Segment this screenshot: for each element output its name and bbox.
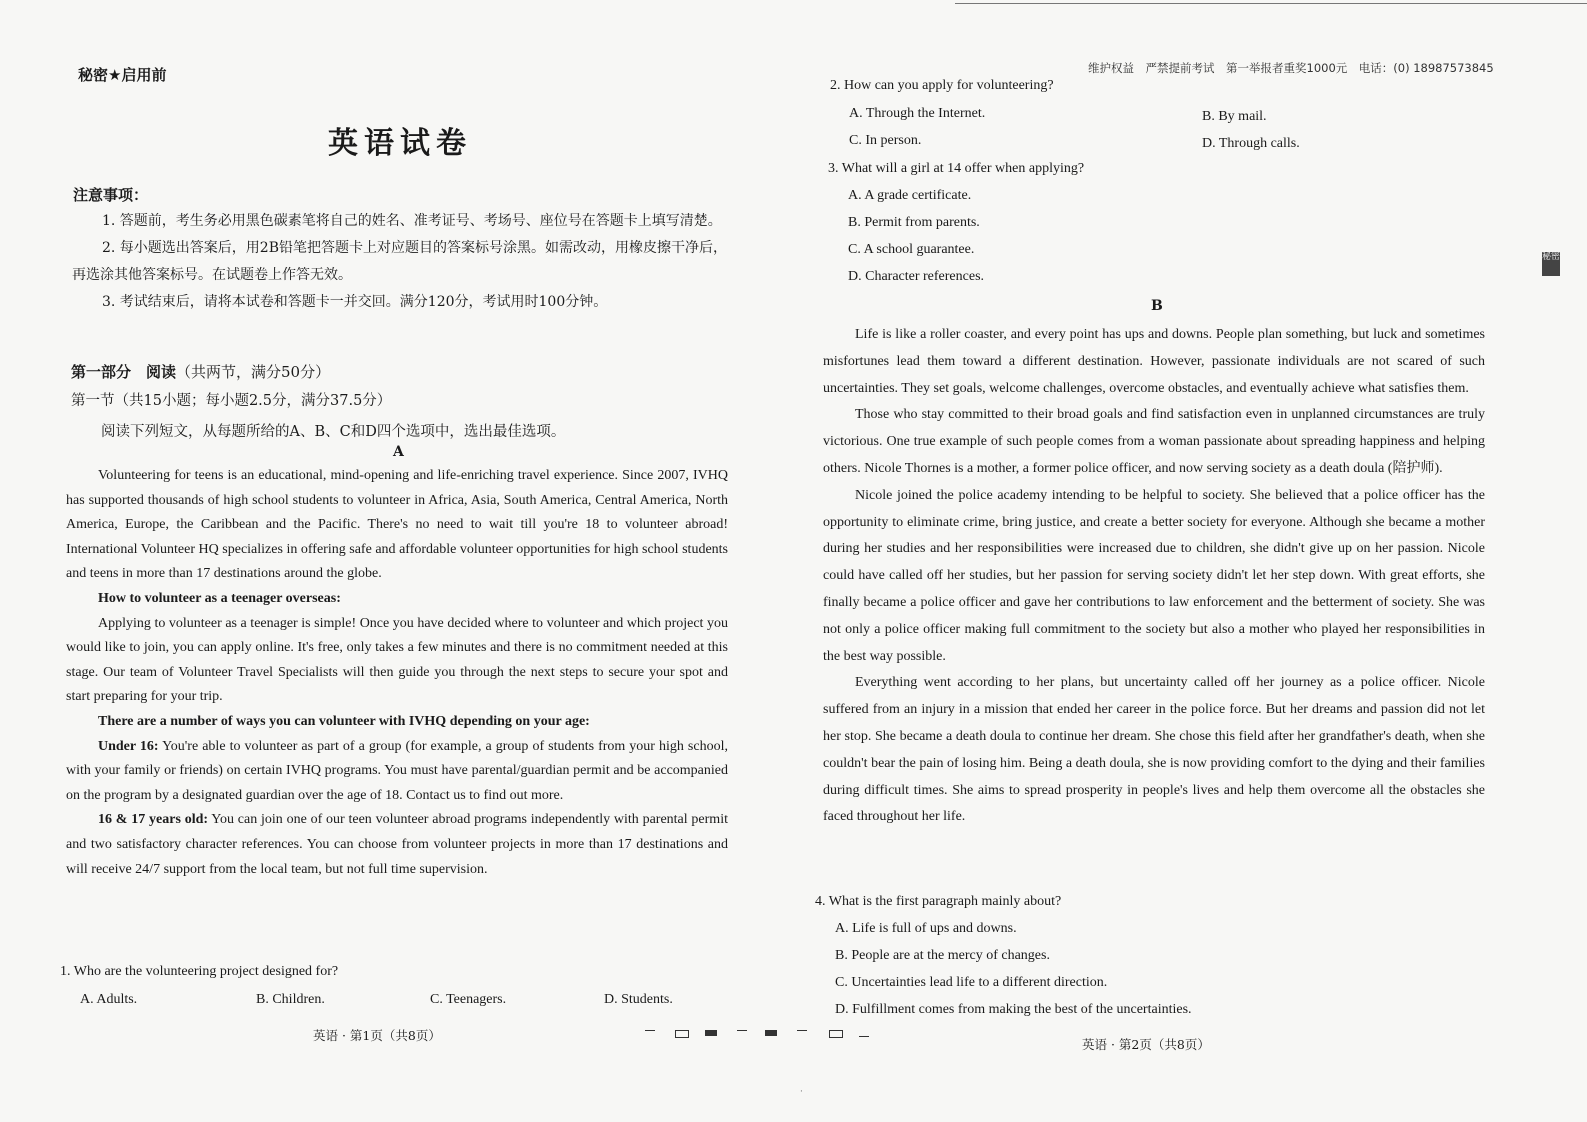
passage-paragraph: Everything went according to her plans, but uncertainty called off her journey as a police officer. Nicole suffered from an injury in a mission that ended her career in the police force. But her dreams and passion did not let her stop. She became a death doula to continue her dream. She chose this field after her grandfather's death, when she couldn't bear the pain of losing him. Being a death doula, she is now providing comfort to the dying and their families during difficult times. She aims to spread prosperity in people's lives and help them overcome all the obstacles she faced throughout her life. [823, 675, 1485, 825]
option-c: C. Uncertainties lead life to a different direction. [835, 975, 1108, 990]
passage-paragraph: Life is like a roller coaster, and every point has ups and downs. People plan something, but luck and sometimes misfortunes lead them toward a different destination. However, passionate individuals are not scared of such uncertainties. They set goals, welcome challenges, overcome obstacles, and eventually achieve what satisfies them. [823, 327, 1485, 396]
option-a: A. Through the Internet. [849, 106, 986, 121]
passage-a [66, 464, 728, 882]
option-b: B. Permit from parents. [848, 215, 980, 230]
question-4 [815, 894, 1475, 1024]
note-item: 2. 每小题选出答案后，用2B铅笔把答题卡上对应题目的答案标号涂黑。如需改动，用橡皮擦干净后，再选涂其他答案标号。在试题卷上作答无效。 [72, 240, 728, 283]
paragraph-lead: 16 & 17 years old: [98, 812, 209, 828]
top-border-line [955, 3, 1587, 4]
mark [765, 1030, 777, 1036]
option-b: B. People are at the mercy of changes. [835, 948, 1050, 963]
mark [675, 1030, 689, 1038]
option-b: B. By mail. [1202, 109, 1267, 124]
section-heading: 第一节（共15小题；每小题2.5分，满分37.5分） [71, 393, 392, 409]
passage-paragraph [66, 735, 728, 809]
question-4-text: 4. What is the first paragraph mainly about? [815, 894, 1062, 909]
page-header-right: 维护权益 严禁提前考试 第一举报者重奖1000元 电话：(0) 18987573845 [1088, 61, 1494, 75]
note-item: 3. 考试结束后，请将本试卷和答题卡一并交回。满分120分，考试用时100分钟。 [102, 294, 608, 310]
mark [737, 1030, 747, 1037]
option-d: D. Through calls. [1202, 136, 1300, 151]
notes-list [72, 208, 732, 316]
option-c: C. Teenagers. [430, 992, 507, 1007]
side-tab: 秘密 [1542, 252, 1560, 276]
part-heading [71, 361, 330, 382]
passage-paragraph: Nicole joined the police academy intending to be helpful to society. She believed that a police officer has the opportunity to eliminate crime, bring justice, and create a better society for everyone. Although she became a mother during her studies and her responsibilities were increased due to children, she didn't give up on her passion. Nicole could have called off her studies, but her passion for serving society didn't let her step down. With great efforts, she finally became a police officer and gave her contributions to law enforcement and the betterment of society. She was not only a police officer making full commitment to the society but also a mother who played her responsibilities in the best way possible. [823, 487, 1485, 664]
option-d: D. Fulfillment comes from making the best of the uncertainties. [835, 1002, 1192, 1017]
left-page [0, 0, 790, 1122]
part-title: 第一部分 阅读 [71, 363, 177, 381]
passage-subheading: There are a number of ways you can volunteer with IVHQ depending on your age: [98, 713, 590, 729]
passage-paragraph [66, 808, 728, 882]
passage-subheading: How to volunteer as a teenager overseas: [98, 590, 341, 606]
paragraph-body: You can join one of our teen volunteer abroad programs independently with parental permit and two satisfactory character references. You can choose from volunteer projects in more than 17 destinations and will receive 24/7 support from the local team, but not full time supervision. [66, 812, 728, 877]
scan-speck: · [800, 1087, 803, 1097]
option-a: A. Adults. [80, 992, 138, 1007]
question-1: 1. Who are the volunteering project designed for? [60, 964, 339, 979]
option-c: C. In person. [849, 133, 922, 148]
mark [797, 1030, 807, 1037]
paragraph-lead: Under 16: [98, 738, 159, 754]
page-footer-left: 英语 · 第1页（共8页） [313, 1028, 441, 1043]
passage-label-a: A [393, 444, 404, 460]
mark [705, 1030, 717, 1036]
question-2-text: 2. How can you apply for volunteering? [830, 78, 1054, 93]
instruction-text: 阅读下列短文，从每题所给的A、B、C和D四个选项中，选出最佳选项。 [101, 424, 566, 440]
question-3 [828, 161, 1488, 291]
option-b: B. Children. [256, 992, 325, 1007]
passage-paragraph: Applying to volunteer as a teenager is simple! Once you have decided where to volunteer and which project you would like to join, you can apply online. It's free, only takes a few minutes and there is no commitment needed at this stage. Our team of Volunteer Travel Specialists will then guide you through the next steps to secure your spot and start preparing for your trip. [66, 615, 728, 705]
question-2 [830, 78, 1490, 158]
confidential-label: 秘密★启用前 [78, 66, 167, 84]
page-title: 英语试卷 [328, 126, 472, 161]
notes-heading: 注意事项： [73, 186, 149, 204]
mark [859, 1030, 869, 1037]
option-d: D. Character references. [848, 269, 985, 284]
mark [829, 1030, 843, 1038]
option-c: C. A school guarantee. [848, 242, 975, 257]
option-a: A. A grade certificate. [848, 188, 972, 203]
mark [645, 1030, 655, 1037]
passage-b [823, 322, 1485, 831]
page-footer-right: 英语 · 第2页（共8页） [1082, 1037, 1210, 1052]
passage-paragraph: Volunteering for teens is an educational, mind-opening and life-enriching travel experience. Since 2007, IVHQ has supported thousands of high school students to volunteer in Africa, Asia, South America, Central America, North America, Europe, the Caribbean and the Pacific. There's no need to wait till you're 18 to volunteer abroad! International Volunteer HQ specializes in offering safe and affordable volunteer opportunities for high school students and teens in more than 17 destinations around the globe. [66, 468, 728, 582]
passage-label-b: B [1151, 298, 1163, 314]
option-d: D. Students. [604, 992, 673, 1007]
part-detail: （共两节，满分50分） [176, 363, 331, 381]
option-a: A. Life is full of ups and downs. [835, 921, 1017, 936]
question-3-text: 3. What will a girl at 14 offer when applying? [828, 161, 1085, 176]
passage-paragraph: Those who stay committed to their broad goals and find satisfaction even in unplanned circumstances are truly victorious. One true example of such people comes from a woman passionate about spreading happiness and helping others. Nicole Thornes is a mother, a former police officer, and now serving society as a death doula (陪护师). [823, 407, 1485, 476]
paragraph-body: You're able to volunteer as part of a group (for example, a group of students from your high school, with your family or friends) on certain IVHQ programs. You must have parental/guardian permit and be accompanied on the program by a designated guardian over the age of 18. Contact us to find out more. [66, 738, 728, 803]
note-item: 1. 答题前，考生务必用黑色碳素笔将自己的姓名、准考证号、考场号、座位号在答题卡上填写清楚。 [102, 213, 722, 229]
